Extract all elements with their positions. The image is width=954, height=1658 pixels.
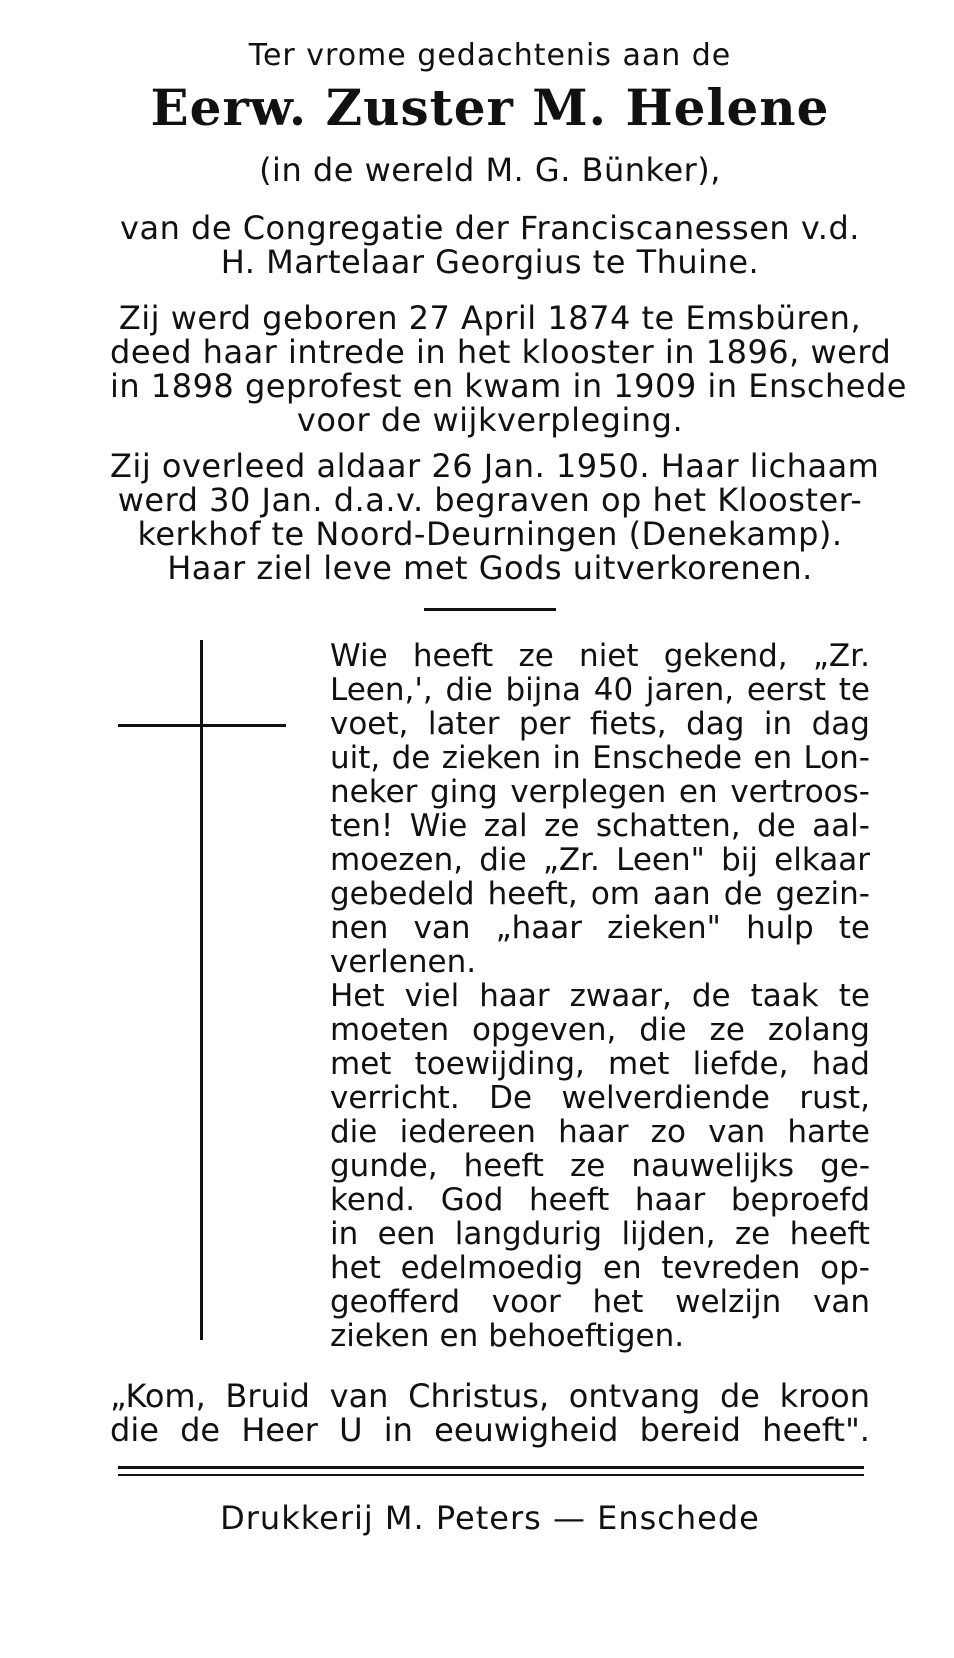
tribute-line: gebedeld heeft, om aan de gezin- xyxy=(330,876,870,912)
tribute-line: verricht. De welverdiende rust, xyxy=(330,1080,870,1116)
death-line: Zij overleed aldaar 26 Jan. 1950. Haar lichaam xyxy=(110,447,880,485)
tribute-line: het edelmoedig en tevreden op- xyxy=(330,1250,870,1286)
tribute-line: moeten opgeven, die ze zolang xyxy=(330,1012,870,1048)
birth-line: voor de wijkverpleging. xyxy=(296,401,684,439)
birth-line: Zij werd geboren 27 April 1874 te Emsbüren, xyxy=(118,299,862,337)
printer-imprint: Drukkerij M. Peters — Enschede xyxy=(220,1499,760,1537)
tribute-line: nen van „haar zieken" hulp te xyxy=(330,910,870,946)
death-line: Haar ziel leve met Gods uitverkorenen. xyxy=(167,549,813,587)
tribute-line: Leen,', die bijna 40 jaren, eerst te xyxy=(330,672,870,708)
birth-line: in 1898 geprofest en kwam in 1909 in Enschede xyxy=(110,367,907,405)
tribute-line: geofferd voor het welzijn van xyxy=(330,1284,870,1320)
tribute-line: moezen, die „Zr. Leen" bij elkaar xyxy=(330,842,870,878)
tribute-line: in een langdurig lijden, ze heeft xyxy=(330,1216,870,1252)
cross-vertical-bar xyxy=(200,640,203,1340)
tribute-line: ten! Wie zal ze schatten, de aal- xyxy=(330,808,870,844)
tribute-line: zieken en behoeftigen. xyxy=(330,1318,685,1354)
sister-name: Eerw. Zuster M. Helene xyxy=(150,78,830,137)
tribute-line: neker ging verplegen en vertroos- xyxy=(330,774,870,810)
closing-quote-line: „Kom, Bruid van Christus, ontvang de kroon xyxy=(110,1377,870,1415)
tribute-line: gunde, heeft ze nauwelijks ge- xyxy=(330,1148,870,1184)
death-line: kerkhof te Noord-Deurningen (Denekamp). xyxy=(137,515,843,553)
worldly-name: (in de wereld M. G. Bünker), xyxy=(259,151,721,189)
tribute-line: voet, later per fiets, dag in dag xyxy=(330,706,870,742)
congregation-line-2: H. Martelaar Georgius te Thuine. xyxy=(220,243,760,281)
tribute-line: met toewijding, met liefde, had xyxy=(330,1046,870,1082)
congregation-line-1: van de Congregatie der Franciscanessen v.d. xyxy=(120,209,860,247)
death-line: werd 30 Jan. d.a.v. begraven op het Klooster- xyxy=(117,481,863,519)
birth-line: deed haar intrede in het klooster in 1896, werd xyxy=(110,333,892,371)
double-rule-top xyxy=(118,1466,864,1469)
tribute-line: uit, de zieken in Enschede en Lon- xyxy=(330,740,870,776)
tribute-line: Wie heeft ze niet gekend, „Zr. xyxy=(330,638,870,674)
intro-line: Ter vrome gedachtenis aan de xyxy=(248,38,732,73)
cross-horizontal-bar xyxy=(118,724,286,727)
closing-quote-line: die de Heer U in eeuwigheid bereid heeft". xyxy=(110,1411,870,1449)
short-divider xyxy=(424,608,556,611)
double-rule-bottom xyxy=(118,1474,864,1476)
tribute-line: kend. God heeft haar beproefd xyxy=(330,1182,870,1218)
tribute-line: Het viel haar zwaar, de taak te xyxy=(330,978,870,1014)
tribute-line: verlenen. xyxy=(330,944,477,980)
tribute-line: die iedereen haar zo van harte xyxy=(330,1114,870,1150)
